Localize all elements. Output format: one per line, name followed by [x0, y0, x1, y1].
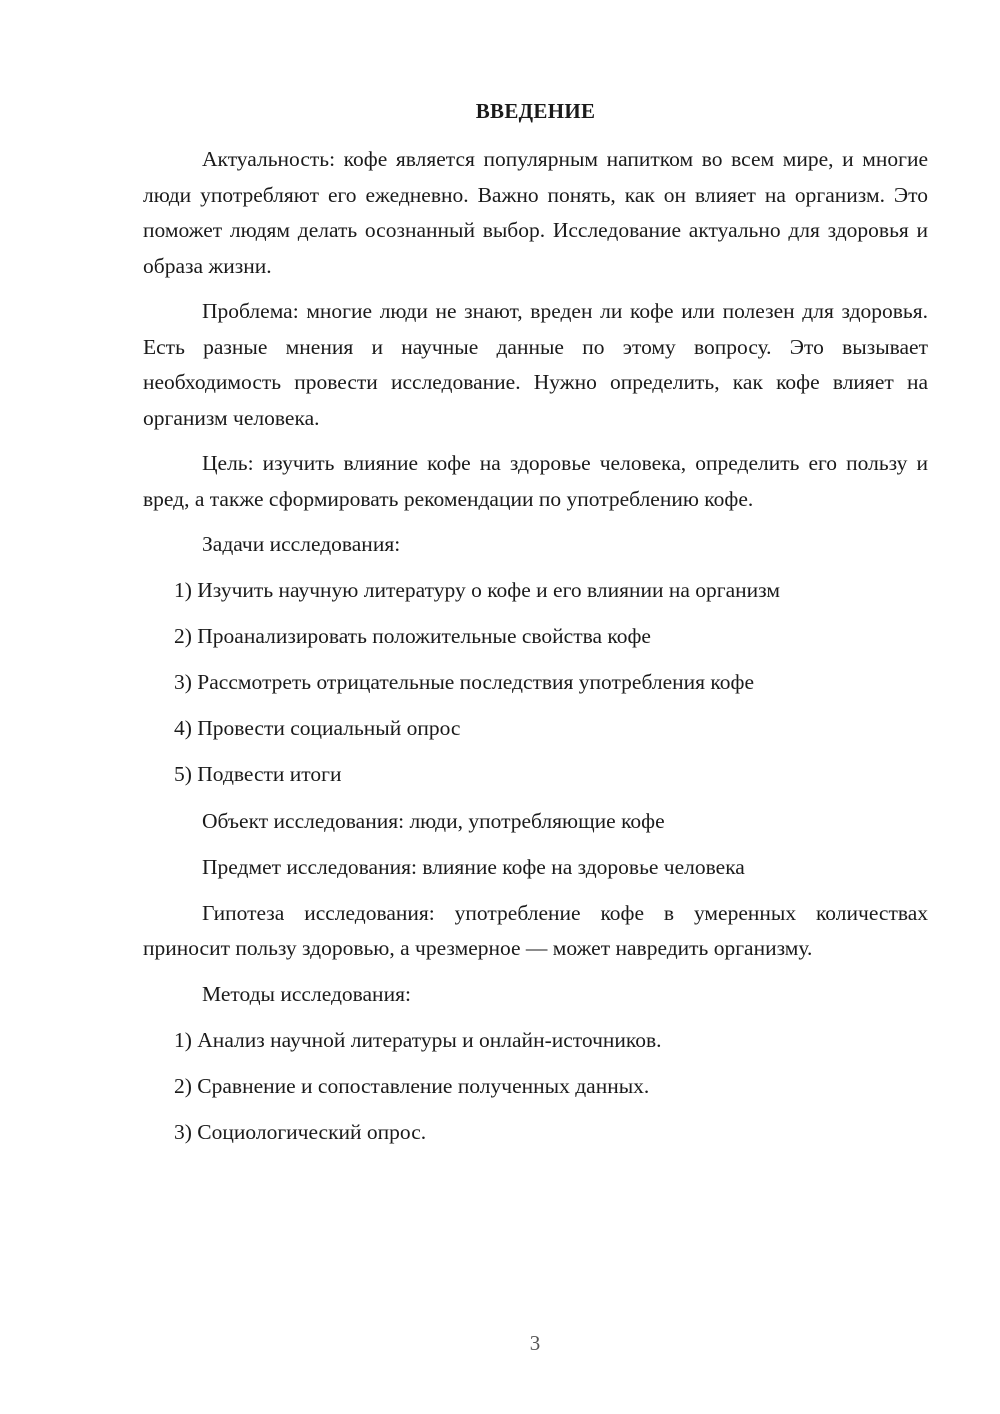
object-line: Объект исследования: люди, употребляющие кофе [202, 808, 665, 833]
subject-line: Предмет исследования: влияние кофе на здоровье человека [202, 854, 745, 879]
methods-list [143, 1023, 928, 1151]
list-item: 2) Сравнение и сопоставление полученных данных. [174, 1073, 650, 1098]
list-item: 1) Анализ научной литературы и онлайн-источников. [174, 1027, 662, 1052]
list-item: 5) Подвести итоги [174, 762, 342, 787]
hypothesis-paragraph: Гипотеза исследования: употребление кофе в умеренных количествах приносит пользу здоровью, а чрезмерное — может навредить организму. [143, 900, 928, 961]
list-item: 4) Провести социальный опрос [174, 716, 461, 741]
list-item: 3) Рассмотреть отрицательные последствия употребления кофе [174, 670, 755, 695]
tasks-list [143, 573, 928, 793]
goal-paragraph: Цель: изучить влияние кофе на здоровье человека, определить его пользу и вред, а также сформировать рекомендации по употреблению кофе. [143, 451, 928, 511]
document-page [143, 96, 928, 1161]
relevance-paragraph: Актуальность: кофе является популярным напитком во всем мире, и многие люди употребляют его ежедневно. Важно понять, как он влияет на организм. Это поможет людям делать осознанный выбор. Исследование актуально для здоровья и образа жизни. [143, 147, 928, 278]
tasks-heading: Задачи исследования: [202, 532, 401, 556]
section-title: ВВЕДЕНИЕ [475, 99, 596, 123]
methods-heading: Методы исследования: [202, 981, 411, 1006]
list-item: 1) Изучить научную литературу о кофе и его влиянии на организм [174, 578, 780, 603]
list-item: 2) Проанализировать положительные свойства кофе [174, 624, 651, 649]
list-item: 3) Социологический опрос. [174, 1120, 427, 1145]
problem-paragraph: Проблема: многие люди не знают, вреден ли кофе или полезен для здоровья. Есть разные мнения и научные данные по этому вопросу. Это вызывает необходимость провести исследование. Нужно определить, как кофе влияет на организм человека. [143, 299, 928, 430]
page-number: 3 [529, 1331, 541, 1355]
